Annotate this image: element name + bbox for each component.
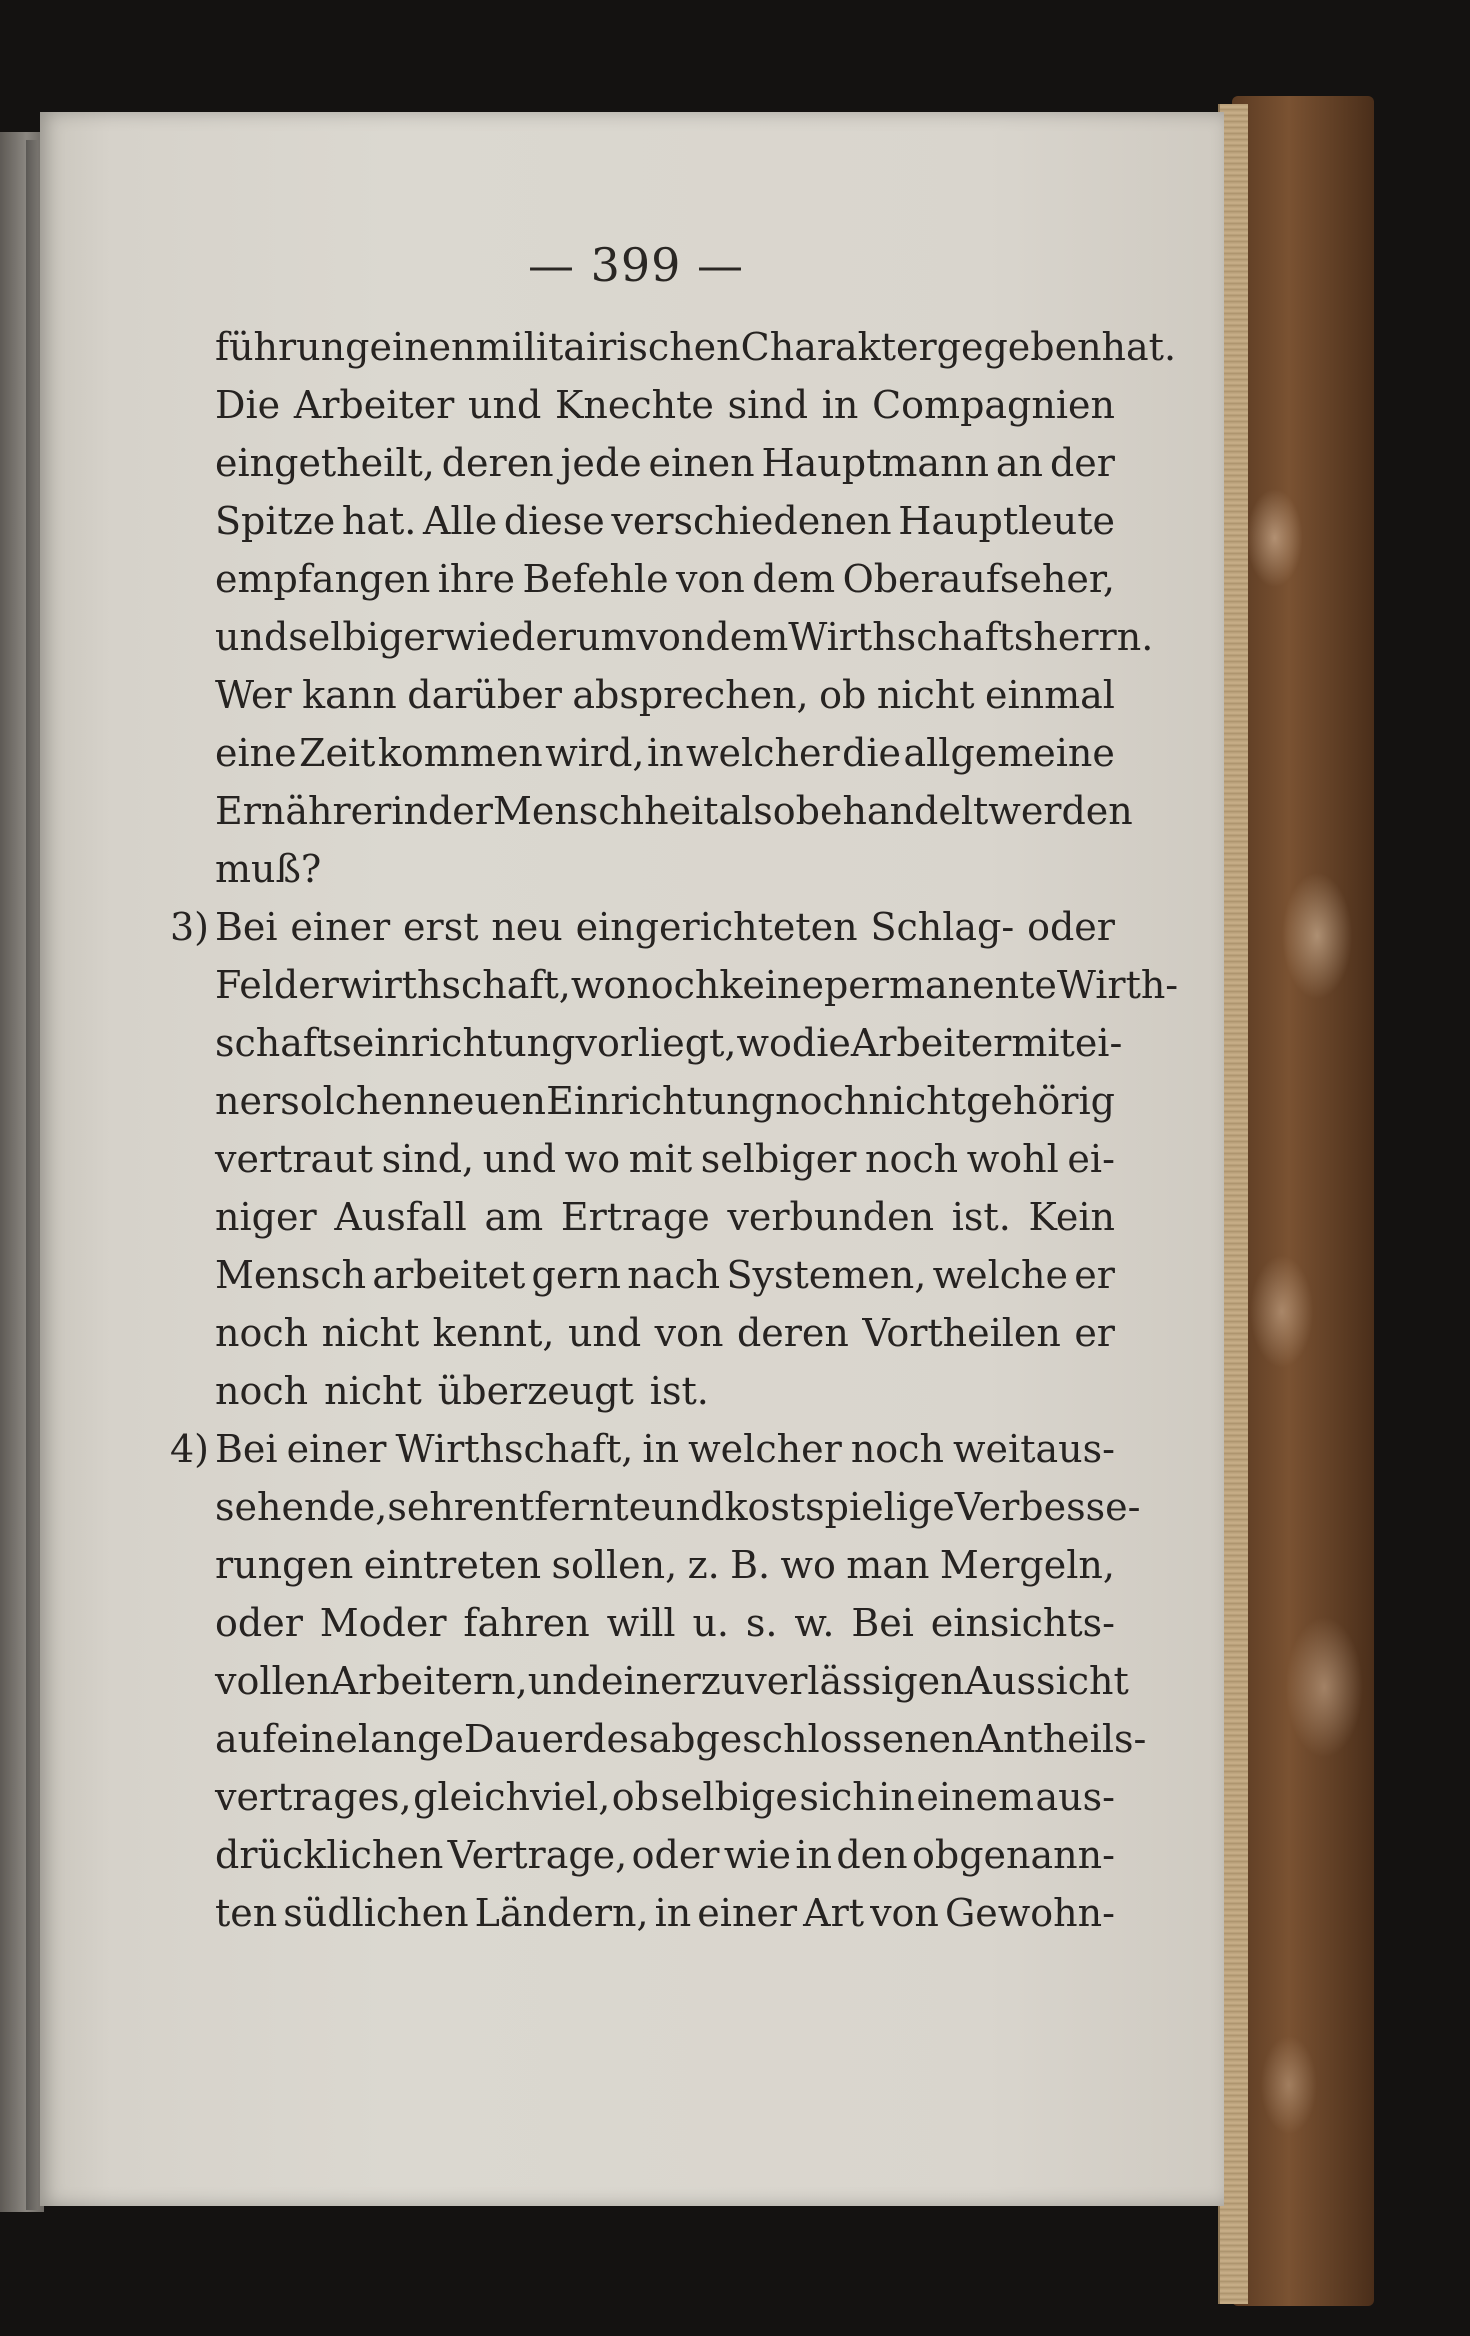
line-text: rungen eintreten sollen, z. B. wo man Mergeln, [215,1543,1115,1587]
text-line [170,724,1115,782]
line-text: eine Zeit kommen wird, in welcher die allgemeine [215,731,1115,775]
text-line [170,318,1177,376]
text-line [170,376,1115,434]
text-line [170,1826,1115,1884]
line-text: niger Ausfall am Ertrage verbunden ist. Kein [215,1195,1115,1239]
text-line [170,1478,1141,1536]
line-text: Spitze hat. Alle diese verschiedenen Hauptleute [215,499,1115,543]
text-line [170,898,1115,956]
page-text [170,318,1179,1942]
line-text: Wer kann darüber absprechen, ob nicht einmal [215,673,1115,717]
line-text: schaftseinrichtung vorliegt, wo die Arbeiter mit ei- [215,1021,1123,1065]
line-text: vertrages, gleichviel, ob selbige sich in einem aus- [215,1775,1115,1819]
text-line [170,1594,1115,1652]
text-line [170,1710,1147,1768]
line-text: Ernährerin der Menschheit also behandelt werden [215,789,1133,833]
line-text: drücklichen Vertrage, oder wie in den obgenann- [215,1833,1115,1877]
line-text: Bei einer Wirthschaft, in welcher noch weitaus- [215,1427,1115,1471]
line-text: Die Arbeiter und Knechte sind in Compagnien [215,383,1115,427]
text-line [170,666,1115,724]
text-line [170,608,1154,666]
text-line [170,840,1115,898]
line-text: Mensch arbeitet gern nach Systemen, welche er [215,1253,1115,1297]
text-line [170,956,1179,1014]
text-line [170,1188,1115,1246]
line-text: ner solchen neuen Einrichtung noch nicht gehörig [215,1079,1115,1123]
line-text: oder Moder fahren will u. s. w. Bei einsichts- [215,1601,1115,1645]
text-line [170,1130,1115,1188]
line-text: eingetheilt, deren jede einen Hauptmann an der [215,441,1115,485]
text-line [170,550,1115,608]
text-line [170,1304,1115,1362]
line-text: sehende, sehr entfernte und kostspielige Verbesse- [215,1485,1141,1529]
text-line [170,1362,1115,1420]
line-text: auf eine lange Dauer des abgeschlossenen Antheils- [215,1717,1147,1761]
line-text: noch nicht überzeugt ist. [215,1369,709,1413]
line-text: muß? [215,847,322,891]
text-line [170,1420,1115,1478]
line-text: führung einen militairischen Charakter gegeben hat. [215,325,1177,369]
line-text: Felderwirthschaft, wo noch keine permanente Wirth- [215,963,1179,1007]
line-text: vollen Arbeitern, und einer zuverlässigen Aussicht [215,1659,1129,1703]
text-line [170,1652,1129,1710]
text-line [170,1246,1115,1304]
line-text: Bei einer erst neu eingerichteten Schlag- oder [215,905,1115,949]
line-text: noch nicht kennt, und von deren Vortheilen er [215,1311,1115,1355]
gutter-shadow [26,140,38,2210]
text-line [170,1536,1115,1594]
text-line [170,1768,1115,1826]
text-line [170,1884,1115,1942]
paragraph-number: 3) [170,905,210,949]
line-text: vertraut sind, und wo mit selbiger noch wohl ei- [215,1137,1115,1181]
page-number: — 399 — [527,238,745,292]
line-text: empfangen ihre Befehle von dem Oberaufseher, [215,557,1115,601]
text-line [170,782,1133,840]
line-text: und selbiger wiederum von dem Wirthschaftsherrn. [215,615,1154,659]
line-text: ten südlichen Ländern, in einer Art von Gewohn- [215,1891,1115,1935]
text-line [170,1014,1123,1072]
paragraph-number: 4) [170,1427,210,1471]
text-line [170,434,1115,492]
marbled-cover [1232,96,1374,2306]
text-line [170,492,1115,550]
text-line [170,1072,1115,1130]
